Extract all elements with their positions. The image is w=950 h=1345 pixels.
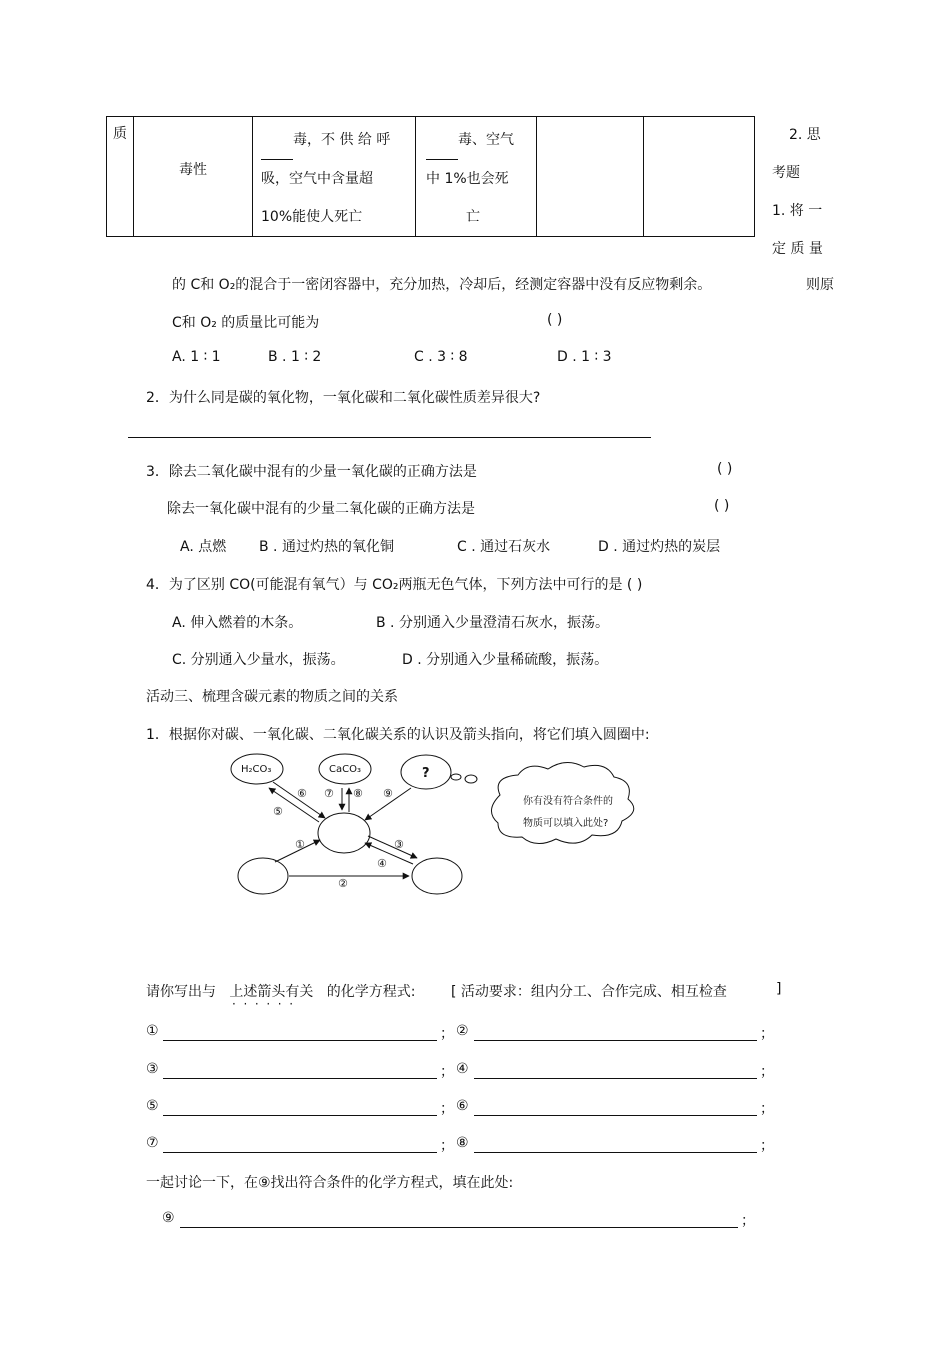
- q3-line1: 3．除去二氧化碳中混有的少量一氧化碳的正确方法是: [146, 464, 477, 480]
- end-2: ；: [760, 1026, 774, 1042]
- co2-toxicity-cell: [416, 117, 537, 237]
- activity-title: 活动三、梳理含碳元素的物质之间的关系: [146, 689, 398, 705]
- arrow-label-6: ⑥: [297, 787, 307, 800]
- left-circle[interactable]: [238, 858, 288, 894]
- q4-option-c[interactable]: C. 分别通入少量水，振荡。: [172, 652, 345, 668]
- sep-7: ；: [440, 1138, 454, 1154]
- side-text-3: 1. 将 一: [772, 203, 823, 219]
- row-head-cell: [107, 117, 134, 237]
- q4-option-d[interactable]: D . 分别通入少量稀硫酸，振荡。: [402, 652, 609, 668]
- q3-answer-paren-1[interactable]: ( ): [717, 461, 733, 477]
- q1-option-d[interactable]: D . 1 ∶ 3: [557, 349, 612, 365]
- q3-option-b[interactable]: B . 通过灼热的氧化铜: [259, 539, 394, 555]
- equation-intro-c: 的化学方程式:: [326, 984, 416, 1000]
- q1-line2: C和 O₂ 的质量比可能为: [172, 315, 320, 331]
- q3-option-d[interactable]: D . 通过灼热的炭层: [598, 539, 721, 555]
- equation-blank-9[interactable]: [180, 1227, 738, 1228]
- q3-option-a[interactable]: A. 点燃: [180, 539, 227, 555]
- arrow-label-1: ①: [295, 838, 305, 851]
- q1-option-b[interactable]: B . 1 ∶ 2: [268, 349, 322, 365]
- end-6: ；: [760, 1101, 774, 1117]
- co2-text-1: 毒、空气: [458, 132, 514, 148]
- side-text-5: 则原: [806, 277, 834, 293]
- co-toxicity-cell: [253, 117, 416, 237]
- side-heading-2: 考题: [772, 165, 800, 181]
- activity-requirement-end: ]: [776, 981, 782, 997]
- arrow-label-7: ⑦: [324, 787, 334, 800]
- arrow-label-2: ②: [338, 877, 348, 890]
- q2-answer-line[interactable]: [128, 437, 651, 438]
- equation-blank-4[interactable]: [474, 1078, 757, 1079]
- q4-option-a[interactable]: A. 伸入燃着的木条。: [172, 615, 303, 631]
- sep-3: ；: [440, 1064, 454, 1080]
- sep-5: ；: [440, 1101, 454, 1117]
- q1-line1: 的 C和 O₂的混合于一密闭容器中，充分加热，冷却后，经测定容器中没有反应物剩余。: [172, 277, 712, 293]
- activity-task1: 1．根据你对碳、一氧化碳、二氧化碳关系的认识及箭头指向，将它们填入圆圈中:: [146, 727, 650, 743]
- arrow-label-8: ⑧: [353, 787, 363, 800]
- property-label: 毒性: [179, 162, 207, 178]
- marker-6: ⑥: [456, 1098, 469, 1114]
- equation-blank-6[interactable]: [474, 1115, 757, 1116]
- center-circle[interactable]: [318, 813, 370, 853]
- end-4: ；: [760, 1064, 774, 1080]
- carbon-relation-diagram: [225, 750, 685, 900]
- marker-7: ⑦: [146, 1135, 159, 1151]
- marker-5: ⑤: [146, 1098, 159, 1114]
- empty-cell-1: [537, 117, 644, 237]
- co2-text-3: 亡: [466, 209, 480, 225]
- property-cell: [134, 117, 253, 237]
- marker-4: ④: [456, 1061, 469, 1077]
- row-head: 质: [113, 126, 127, 142]
- q3-answer-paren-2[interactable]: ( ): [714, 498, 730, 514]
- equation-blank-7[interactable]: [163, 1152, 437, 1153]
- q3-line2: 除去一氧化碳中混有的少量二氧化碳的正确方法是: [167, 501, 475, 517]
- sep-1: ；: [440, 1026, 454, 1042]
- side-text-4: 定 质 量: [772, 241, 823, 257]
- arrow-label-3: ③: [394, 838, 404, 851]
- arrow-label-4: ④: [377, 857, 387, 870]
- label-question: ?: [422, 766, 430, 781]
- q3-option-c[interactable]: C . 通过石灰水: [457, 539, 551, 555]
- equation-blank-2[interactable]: [474, 1040, 757, 1041]
- equation-blank-8[interactable]: [474, 1152, 757, 1153]
- properties-table: [106, 116, 755, 237]
- end-9: ；: [741, 1213, 755, 1229]
- q1-answer-paren[interactable]: ( ): [547, 312, 563, 328]
- end-8: ；: [760, 1138, 774, 1154]
- discussion-prompt: 一起讨论一下，在⑨找出符合条件的化学方程式，填在此处:: [146, 1175, 514, 1191]
- q1-option-c[interactable]: C . 3 ∶ 8: [414, 349, 468, 365]
- q2-text: 2．为什么同是碳的氧化物，一氧化碳和二氧化碳性质差异很大?: [146, 390, 541, 406]
- equation-blank-3[interactable]: [163, 1078, 437, 1079]
- emphasis-dots: · · · · · ·: [232, 997, 294, 1011]
- co-text-1: 毒，不 供 给 呼: [293, 132, 391, 148]
- co-text-3: 10%能使人死亡: [261, 209, 363, 225]
- empty-cell-2: [644, 117, 755, 237]
- activity-requirement: [ 活动要求：组内分工、合作完成、相互检查: [451, 984, 727, 1000]
- marker-3: ③: [146, 1061, 159, 1077]
- q4-line1: 4．为了区别 CO(可能混有氧气）与 CO₂两瓶无色气体，下列方法中可行的是 ( ): [146, 577, 643, 593]
- co-blank[interactable]: [261, 121, 293, 160]
- equation-intro-emphasis: 上述箭头有关: [229, 984, 314, 1000]
- bubble-text-2: 物质可以填入此处?: [523, 818, 609, 829]
- co2-text-2: 中 1%也会死: [426, 171, 509, 187]
- marker-8: ⑧: [456, 1135, 469, 1151]
- arrow-label-5: ⑤: [273, 805, 283, 818]
- arrow-label-9: ⑨: [383, 787, 393, 800]
- marker-1: ①: [146, 1023, 159, 1039]
- q1-option-a[interactable]: A. 1 ∶ 1: [172, 349, 221, 365]
- co2-blank[interactable]: [426, 121, 458, 160]
- co-text-2: 吸，空气中含量超: [261, 171, 373, 187]
- marker-2: ②: [456, 1023, 469, 1039]
- equation-blank-5[interactable]: [163, 1115, 437, 1116]
- bubble-text-1: 你有没有符合条件的: [523, 796, 613, 807]
- equation-intro-a: 请你写出与: [146, 984, 216, 1000]
- side-heading-1: 2. 思: [789, 127, 821, 143]
- right-circle[interactable]: [412, 858, 462, 894]
- label-caco3: CaCO₃: [329, 764, 361, 775]
- equation-blank-1[interactable]: [163, 1040, 437, 1041]
- marker-9: ⑨: [162, 1210, 175, 1226]
- label-h2co3: H₂CO₃: [241, 764, 272, 775]
- q4-option-b[interactable]: B . 分别通入少量澄清石灰水，振荡。: [376, 615, 609, 631]
